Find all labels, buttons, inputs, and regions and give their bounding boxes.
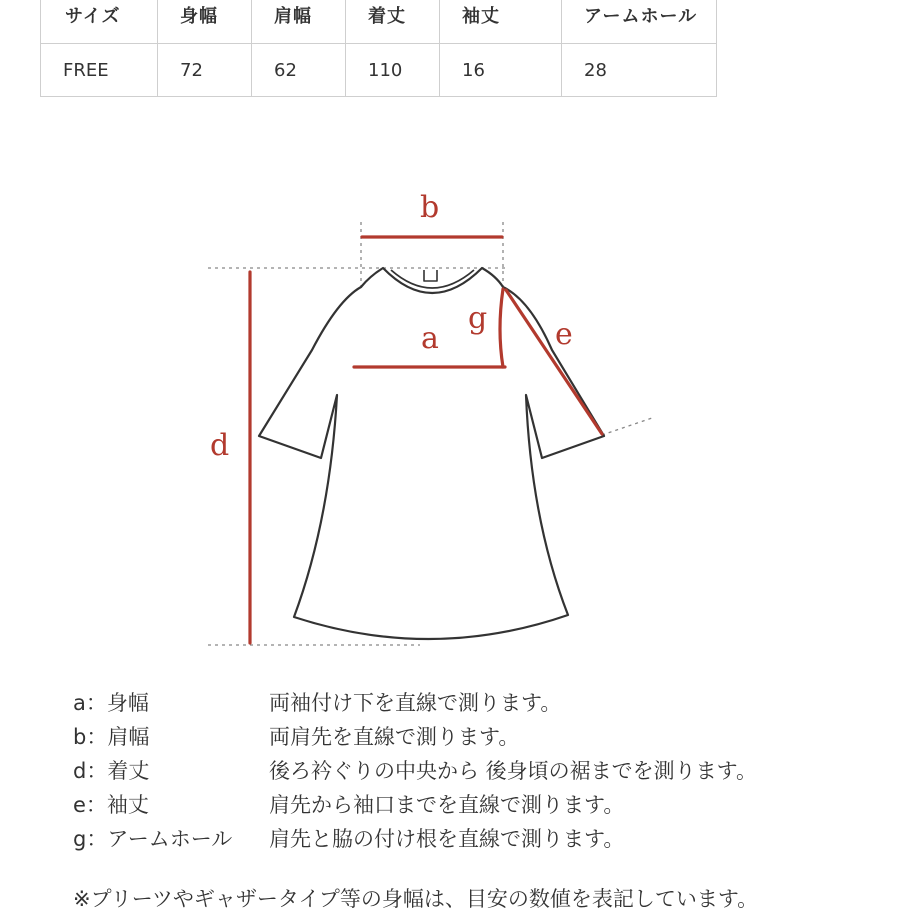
- measure-label-b: b: [420, 190, 440, 225]
- size-table-header-cell: 身幅: [158, 0, 252, 44]
- legend-description: 両袖付け下を直線で測ります。: [269, 691, 562, 715]
- legend-row-d: [73, 754, 757, 788]
- measure-label-d: d: [210, 428, 230, 463]
- legend-key: a：身幅: [73, 691, 149, 715]
- measure-line-g: [500, 289, 503, 367]
- legend-description: 両肩先を直線で測ります。: [269, 725, 520, 749]
- legend-row-e: [73, 788, 757, 822]
- legend-key: b：肩幅: [73, 725, 150, 749]
- legend-key: g：アームホール: [73, 827, 233, 851]
- size-table-cell: 28: [562, 44, 717, 97]
- legend-row-g: [73, 822, 757, 856]
- guide-line-cuff: [602, 418, 652, 435]
- measurement-legend: [73, 686, 757, 856]
- legend-key: e：袖丈: [73, 793, 149, 817]
- size-table-cell: FREE: [41, 44, 158, 97]
- measure-label-e: e: [555, 317, 573, 352]
- size-table-header-cell: 肩幅: [252, 0, 346, 44]
- footnote: ※プリーツやギャザータイプ等の身幅は、目安の数値を表記しています。: [73, 887, 759, 911]
- size-table-cell: 16: [440, 44, 562, 97]
- size-table-header-cell: 袖丈: [440, 0, 562, 44]
- legend-row-a: [73, 686, 757, 720]
- legend-description: 肩先から袖口までを直線で測ります。: [269, 793, 625, 817]
- measure-label-g: g: [468, 301, 488, 336]
- legend-description: 後ろ衿ぐりの中央から 後身頃の裾までを測ります。: [269, 759, 757, 783]
- measure-label-a: a: [421, 321, 439, 356]
- size-table-header-cell: 着丈: [346, 0, 440, 44]
- size-table-header-cell: サイズ: [41, 0, 158, 44]
- legend-description: 肩先と脇の付け根を直線で測ります。: [269, 827, 625, 851]
- legend-row-b: [73, 720, 757, 754]
- size-table-cell: 72: [158, 44, 252, 97]
- guide-lines: [208, 222, 652, 645]
- neck-label-tag: [424, 270, 437, 281]
- legend-key: d：着丈: [73, 759, 150, 783]
- size-table-header-cell: アームホール: [562, 0, 717, 44]
- size-table-cell: 110: [346, 44, 440, 97]
- measure-lines: [250, 237, 602, 643]
- measure-line-e: [506, 290, 602, 434]
- size-table-cell: 62: [252, 44, 346, 97]
